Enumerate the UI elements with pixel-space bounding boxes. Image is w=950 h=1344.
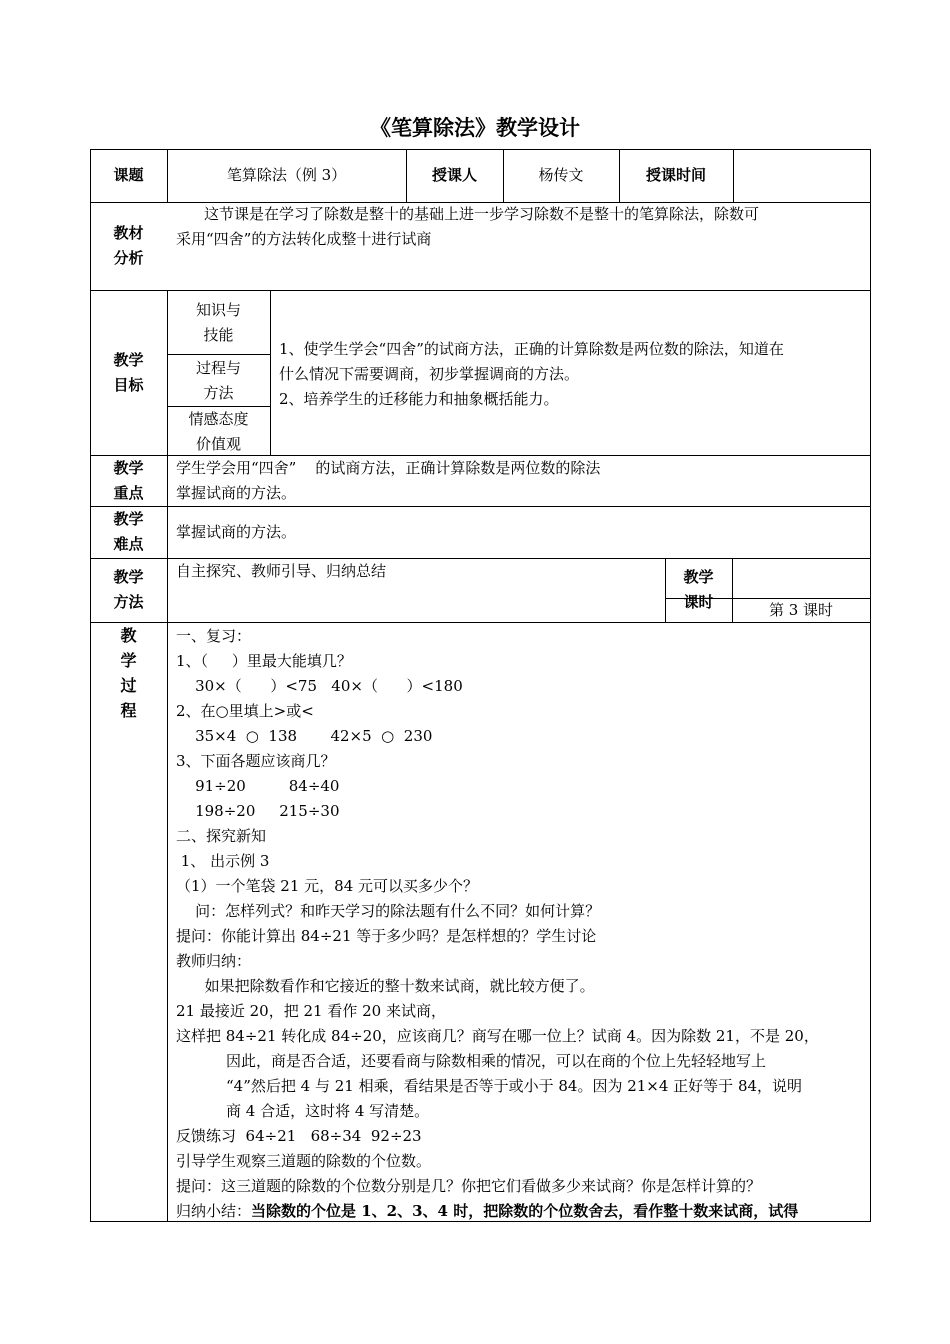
process-line: 2、在○里填上>或< [176, 702, 314, 720]
process-line: （1）一个笔袋 21 元，84 元可以买多少个？ [176, 877, 479, 895]
process-line: 二、探究新知 [176, 827, 267, 845]
process-line: 1、（ ）里最大能填几？ [176, 652, 352, 670]
goals-sub-emotion: 情感态度 价值观 [188, 410, 249, 453]
process-line: 35×4 ○ 138 42×5 ○ 230 [176, 727, 433, 745]
key-points-text: 学生学会用“四舍” 的试商方法，正确计算除数是两位数的除法 掌握试商的方法。 [176, 459, 601, 502]
time-label: 授课时间 [645, 166, 706, 184]
document-title: 《笔算除法》教学设计 [370, 115, 580, 140]
process-line: 引导学生观察三道题的除数的个位数。 [176, 1152, 432, 1170]
process-line: 1、 出示例 3 [176, 852, 270, 870]
goals-label: 教学 目标 [113, 351, 144, 394]
analysis-text: 这节课是在学习了除数是整十的基础上进一步学习除数不是整十的笔算除法，除数可 采用“四舍”的方法转化成整十进行试商 [176, 205, 760, 248]
goals-sub-knowledge: 知识与 技能 [195, 301, 241, 344]
process-line: 如果把除数看作和它接近的整十数来试商，就比较方便了。 [176, 977, 595, 995]
process-line: 问：怎样列式？和昨天学习的除法题有什么不同？如何计算？ [176, 902, 601, 920]
summary-line: 归纳小结：当除数的个位是 1、2、3、4 时，把除数的个位数舍去，看作整十数来试商，试得 [176, 1202, 799, 1220]
process-line: 198÷20 215÷30 [176, 802, 340, 820]
process-line: 因此，商是否合适，还要看商与除数相乘的情况，可以在商的个位上先轻轻地写上 [226, 1052, 767, 1070]
key-points-label: 教学 重点 [113, 459, 144, 502]
process-label: 教 学 过 程 [120, 626, 137, 720]
process-line: 3、下面各题应该商几？ [176, 752, 336, 770]
process-line: 30×（ ）<75 40×（ ）<180 [176, 677, 463, 695]
process-line: 这样把 84÷21 转化成 84÷20，应该商几？商写在哪一位上？试商 4。因为除数 21，不是 20， [176, 1027, 819, 1045]
process-line: 商 4 合适，这时将 4 写清楚。 [226, 1102, 430, 1120]
process-line: 提问：这三道题的除数的个位数分别是几？你把它们看做多少来试商？你是怎样计算的？ [176, 1177, 762, 1195]
difficulties-text: 掌握试商的方法。 [176, 523, 297, 541]
goals-text: 1、使学生学会“四舍”的试商方法，正确的计算除数是两位数的除法，知道在 什么情况下需要调商，初步掌握调商的方法。 2、培养学生的迁移能力和抽象概括能力。 [279, 340, 784, 408]
hours-value: 第 3 课时 [768, 601, 834, 619]
methods-text: 自主探究、教师引导、归纳总结 [176, 562, 387, 580]
lesson-plan-table [90, 149, 871, 1222]
process-line: 一、复习： [176, 627, 252, 645]
topic-label: 课题 [113, 166, 144, 184]
process-line: 91÷20 84÷40 [176, 777, 340, 795]
goals-sub-process: 过程与 方法 [195, 359, 241, 402]
difficulties-label: 教学 难点 [113, 510, 144, 553]
teacher-value: 杨传文 [538, 166, 584, 184]
hours-label: 教学 课时 [683, 568, 714, 611]
process-line: “4”然后把 4 与 21 相乘，看结果是否等于或小于 84。因为 21×4 正好等于 84，说明 [226, 1077, 803, 1095]
process-content [176, 624, 866, 1224]
analysis-label: 教材 分析 [113, 224, 144, 267]
process-line: 反馈练习 64÷21 68÷34 92÷23 [176, 1127, 422, 1145]
topic-value: 笔算除法（例 3） [226, 166, 347, 184]
process-line: 提问：你能计算出 84÷21 等于多少吗？是怎样想的？学生讨论 [176, 927, 597, 945]
teacher-label: 授课人 [431, 166, 477, 184]
methods-label: 教学 方法 [113, 568, 144, 611]
process-line: 21 最接近 20，把 21 看作 20 来试商， [176, 1002, 446, 1020]
process-line: 教师归纳： [176, 952, 252, 970]
